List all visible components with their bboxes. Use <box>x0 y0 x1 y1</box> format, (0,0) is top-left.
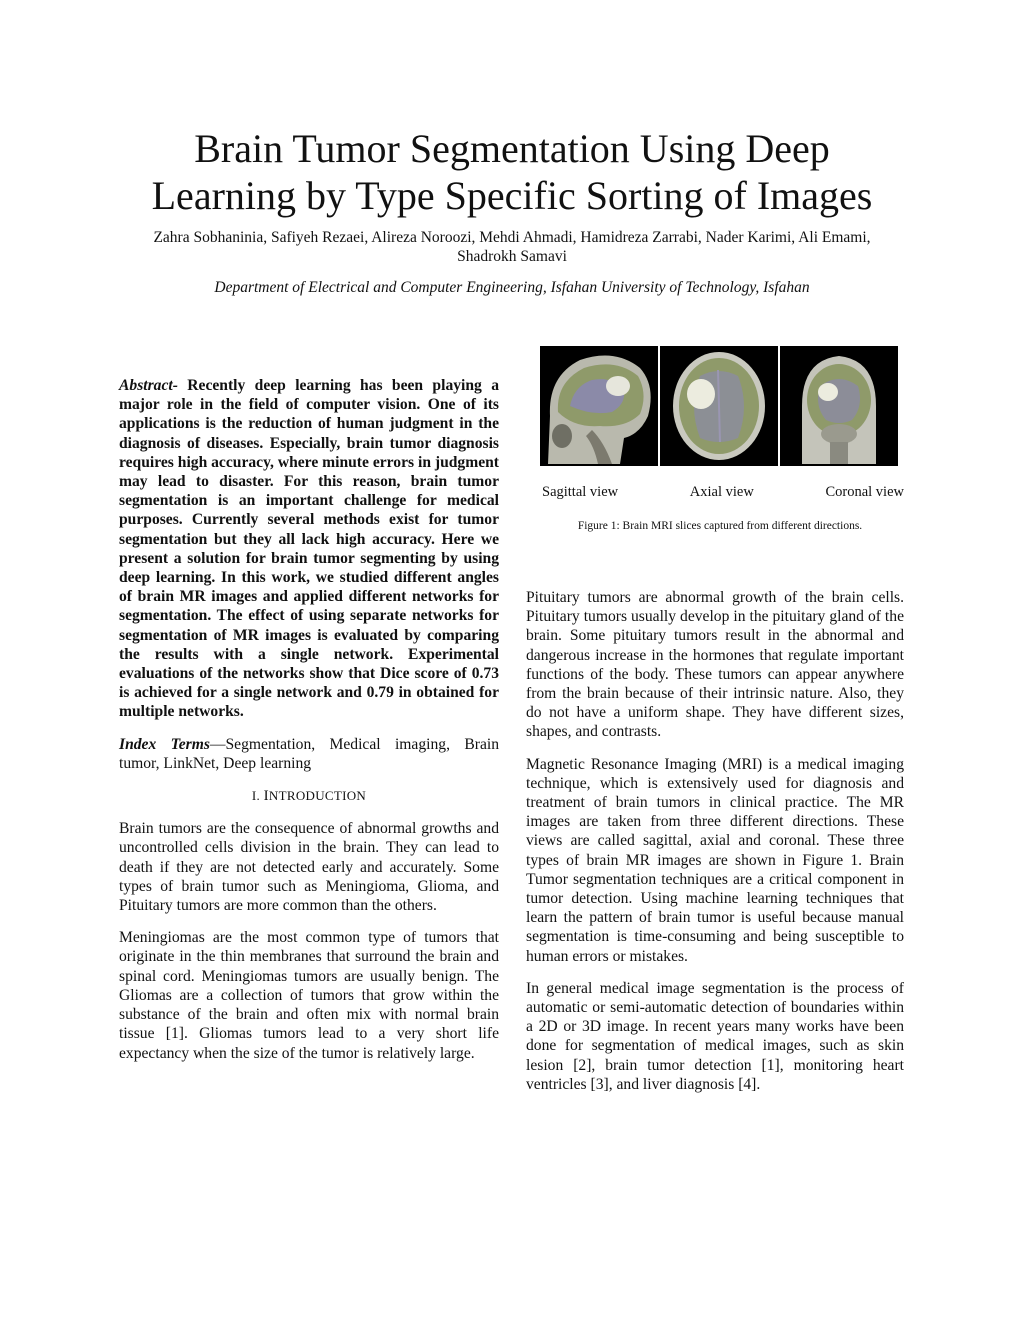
affiliation: Department of Electrical and Computer Engineering, Isfahan University of Technology, Isfahan <box>214 279 810 296</box>
abstract-label: Abstract- <box>119 377 178 394</box>
coronal-mri-image <box>780 346 898 466</box>
intro-paragraph-2: Meningiomas are the most common type of tumors that originate in the thin membranes that surround the brain and spinal cord. Meningiomas tumors are usually benign. The Gliomas are a collection of tumors that grow within the substance of the brain and often mix with normal brain tissue [1]. Gliomas tumors lead to a very short life expectancy when the size of the tumor is relatively large. <box>119 929 499 1062</box>
section-title-rest: NTRODUCTION <box>268 788 367 804</box>
index-terms <box>119 735 499 773</box>
sagittal-mri-image <box>540 346 658 466</box>
figure-caption: Figure 1: Brain MRI slices captured from different directions. <box>577 520 863 532</box>
left-column <box>119 376 499 1076</box>
section-title-initial: I <box>263 788 269 805</box>
section-heading-introduction <box>119 786 499 806</box>
sagittal-view-label: Sagittal view <box>542 484 619 500</box>
mri-image-row <box>540 346 898 466</box>
coronal-view-label: Coronal view <box>825 484 904 500</box>
author-list <box>105 228 919 266</box>
abstract-text: Recently deep learning has been playing a major role in the field of computer vision. One of its applications is the reduction of human judgment in the diagnosis of diseases. Especially, brain tumor diagnosis requires high accuracy, where minute errors in judgment may lead to disaster. For this reason, brain tumor segmentation is an important challenge for medical purposes. Currently several methods exist for tumor segmentation but they all lack high accuracy. Here we present a solution for brain tumor segmenting by using deep learning. In this work, we studied different angles of brain MR images and applied different networks for segmentation. The effect of using separate networks for segmentation of MR images is evaluated by comparing the results with a single network. Experimental evaluations of the networks show that Dice score of 0.73 is achieved for a single network and 0.79 in obtained for multiple networks. <box>119 377 499 721</box>
figure-1 <box>530 346 910 532</box>
authors-line-1: Zahra Sobhaninia, Safiyeh Rezaei, Alireza Noroozi, Mehdi Ahmadi, Hamidreza Zarrabi, Nader Karimi, Ali Emami, <box>153 229 871 246</box>
section-number: I. <box>251 788 264 804</box>
mri-paragraph: Magnetic Resonance Imaging (MRI) is a medical imaging technique, which is extensively used for diagnosis and treatment of brain tumors in clinical practice. The MR images are taken from three different directions. These views are called sagittal, axial and coronal. These three types of brain MR images are shown in Figure 1. Brain Tumor segmentation techniques are a critical component in tumor detection. Using machine learning techniques that learn the pattern of brain tumor is useful because manual segmentation is time-consuming and being susceptible to human errors or mistakes. <box>526 755 904 965</box>
axial-view-label: Axial view <box>689 484 754 500</box>
abstract <box>119 376 499 722</box>
segmentation-paragraph: In general medical image segmentation is the process of automatic or semi-automatic detection of boundaries within a 2D or 3D image. In recent years many works have been done for segmentation of medical images, such as skin lesion [2], brain tumor detection [1], monitoring heart ventricles [3], and liver diagnosis [4]. <box>526 979 904 1093</box>
title-line-1: Brain Tumor Segmentation Using Deep <box>194 126 830 171</box>
figure-view-labels <box>542 484 904 501</box>
paper-title <box>100 125 924 219</box>
index-terms-label: Index Terms <box>119 735 210 753</box>
axial-mri-image <box>660 346 778 466</box>
index-terms-text: —Segmentation, Medical imaging, Brain tumor, LinkNet, Deep learning <box>119 735 499 772</box>
right-column <box>526 588 904 1107</box>
pituitary-paragraph: Pituitary tumors are abnormal growth of the brain cells. Pituitary tumors usually develop in the pituitary gland of the brain. Some pituitary tumors result in the abnormal and dangerous increase in the hormones that regulate important functions of the body. These tumors can appear anywhere from the brain because of their intrinsic nature. Also, they do not have a uniform shape. They have different sizes, shapes, and contrasts. <box>526 589 904 741</box>
title-line-2: Learning by Type Specific Sorting of Images <box>151 173 873 218</box>
intro-paragraph-1: Brain tumors are the consequence of abnormal growths and uncontrolled cells division in the brain. They can lead to death if they are not detected early and accurately. Some types of brain tumor such as Meningioma, Glioma, and Pituitary tumors are more common than the others. <box>119 820 499 915</box>
authors-line-2: Shadrokh Samavi <box>457 248 567 265</box>
